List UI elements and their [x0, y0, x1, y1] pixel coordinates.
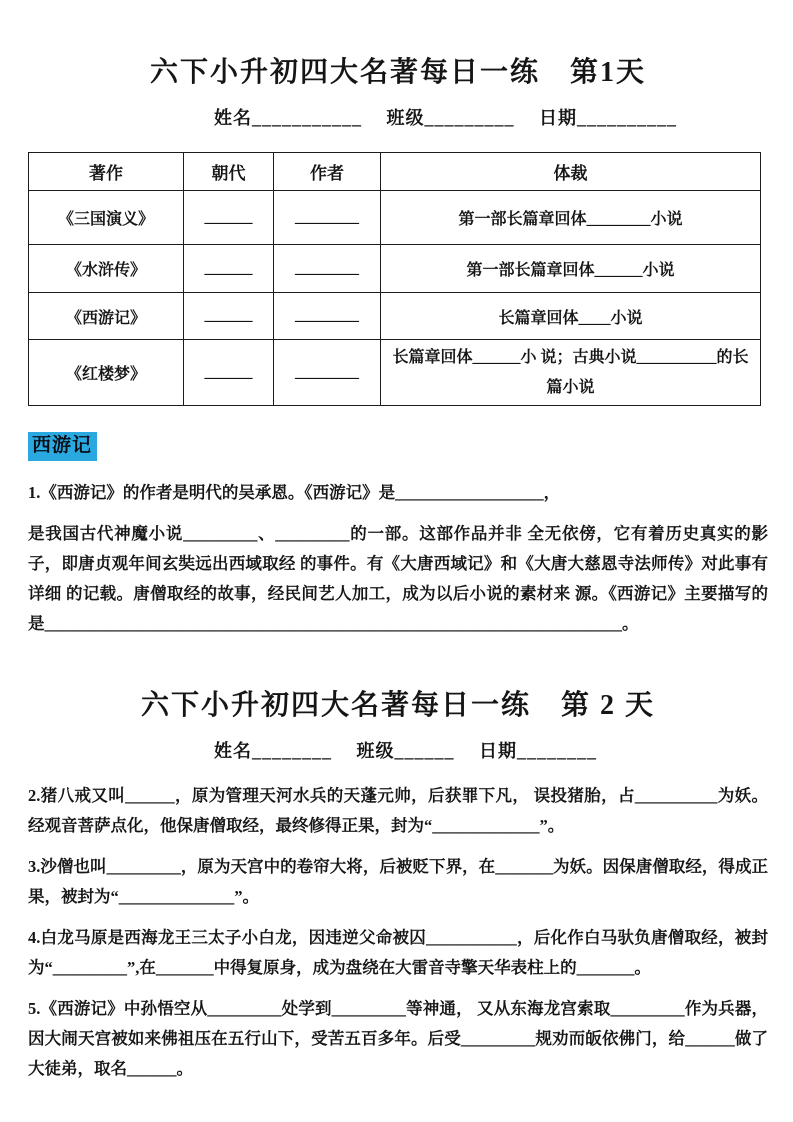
question-1-body: 是我国古代神魔小说_________、_________的一部。这部作品并非 全无依傍，它有着历史真实的影子，即唐贞观年间玄奘远出西域取经 的事件。有《大唐西域记》和《大唐大慈恩寺法师传》对此事有详细 的记载。唐僧取经的故事，经民间艺人加工，成为以后小说的素材来 源。《西游记》主要描写的是______________________________________________________________________。 — [28, 524, 768, 633]
header-dynasty: 朝代 — [184, 153, 274, 191]
day1-title: 六下小升初四大名著每日一练 第1天 — [149, 57, 646, 88]
classics-table — [28, 152, 761, 406]
cell-title: 《红楼梦》 — [29, 340, 184, 406]
cell-title: 《三国演义》 — [29, 191, 184, 245]
header-author: 作者 — [274, 153, 381, 191]
header-genre: 体裁 — [381, 153, 761, 191]
day1-name-class-date-line: 姓名___________ 班级_________ 日期__________ — [214, 108, 677, 128]
table-row-sanguo — [29, 191, 761, 245]
day2-title: 六下小升初四大名著每日一练 第 2 天 — [140, 690, 655, 721]
day2-name-class-date-line: 姓名________ 班级______ 日期________ — [214, 741, 597, 761]
cell-dynasty-blank: ______ — [184, 191, 274, 245]
question-1-intro: 1.《西游记》的作者是明代的吴承恩。《西游记》是__________________， — [28, 483, 561, 502]
cell-dynasty-blank: ______ — [184, 340, 274, 406]
table-row-hongloumeng — [29, 340, 761, 406]
cell-genre: 长篇章回体____小说 — [381, 293, 761, 340]
table-header-row — [29, 153, 761, 191]
cell-genre: 第一部长篇章回体________小说 — [381, 191, 761, 245]
xiyouji-section-heading: 西游记 — [28, 432, 97, 461]
header-work: 著作 — [29, 153, 184, 191]
question-2: 2.猪八戒又叫______，原为管理天河水兵的天蓬元帅，后获罪下凡， 误投猪胎，占__________为妖。经观音菩萨点化，他保唐僧取经，最终修得正果，封为“_____________”。 — [28, 786, 768, 835]
cell-author-blank: ________ — [274, 293, 381, 340]
table-row-xiyouji — [29, 293, 761, 340]
cell-author-blank: ________ — [274, 191, 381, 245]
cell-title: 《西游记》 — [29, 293, 184, 340]
question-5: 5.《西游记》中孙悟空从_________处学到_________等神通， 又从东海龙宫索取_________作为兵器，因大闹天宫被如来佛祖压在五行山下，受苦五百多年。后受_________规劝而皈依佛门，给______做了大徒弟，取名______。 — [28, 999, 768, 1078]
cell-dynasty-blank: ______ — [184, 245, 274, 293]
day2-questions — [28, 781, 768, 1084]
question-4: 4.白龙马原是西海龙王三太子小白龙，因违逆父命被囚___________，后化作白马驮负唐僧取经，被封为“_________”,在_______中得复原身，成为盘绕在大雷音寺擎天华表柱上的_______。 — [28, 928, 768, 977]
table-row-shuihu — [29, 245, 761, 293]
cell-genre: 长篇章回体______小 说；古典小说__________的长篇小说 — [381, 340, 761, 406]
cell-author-blank: ________ — [274, 245, 381, 293]
question-3: 3.沙僧也叫_________，原为天宫中的卷帘大将，后被贬下界，在_______为妖。因保唐僧取经，得成正果，被封为“______________”。 — [28, 857, 768, 906]
cell-author-blank: ________ — [274, 340, 381, 406]
cell-dynasty-blank: ______ — [184, 293, 274, 340]
cell-genre: 第一部长篇章回体______小说 — [381, 245, 761, 293]
cell-title: 《水浒传》 — [29, 245, 184, 293]
